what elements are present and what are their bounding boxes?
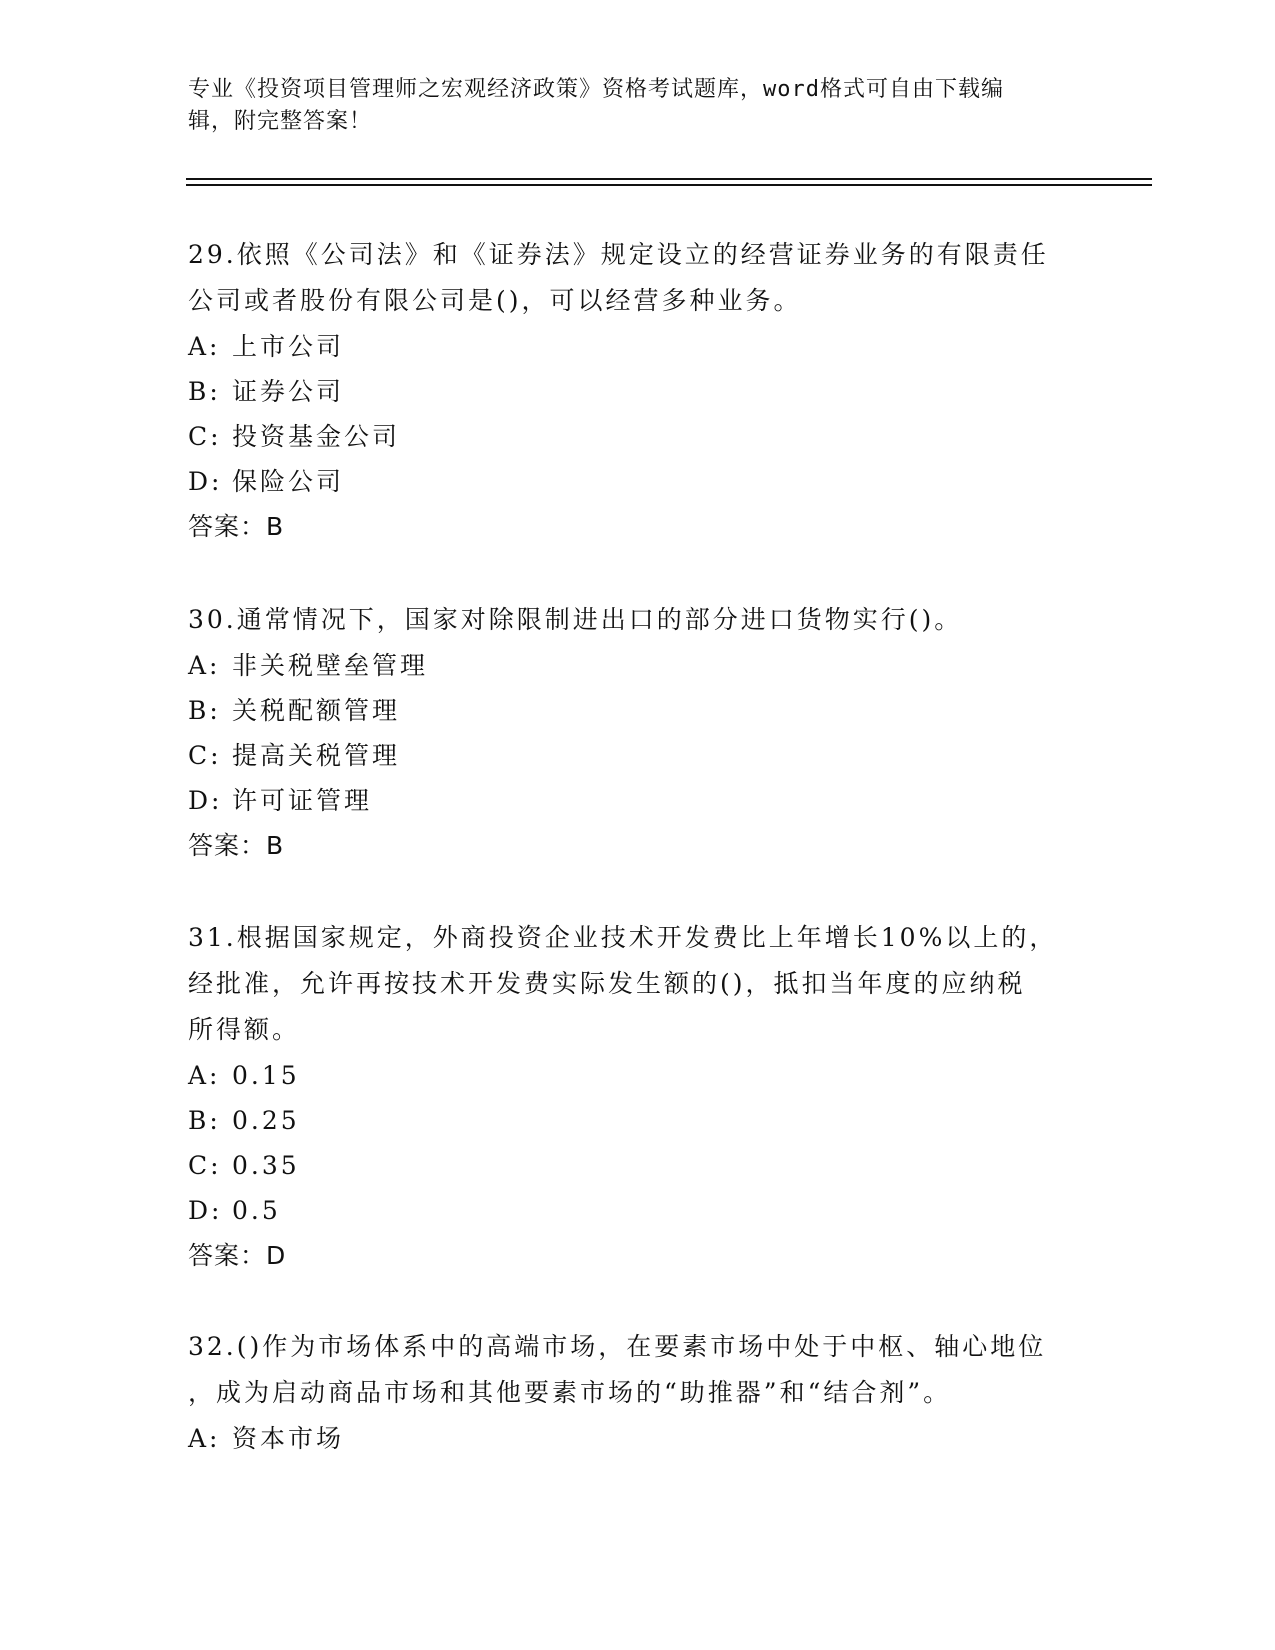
- option-letter: A:: [188, 332, 221, 361]
- question-stem-line: 经批准，允许再按技术开发费实际发生额的()，抵扣当年度的应纳税: [188, 969, 1026, 998]
- question-30: [188, 597, 1088, 869]
- option-letter: B:: [188, 696, 221, 725]
- header-line-2: 辑，附完整答案！: [188, 109, 373, 134]
- option-a: [188, 1416, 1088, 1461]
- option-text: 提高关税管理: [232, 741, 401, 770]
- option-c: [188, 1143, 1088, 1188]
- header-line-1: 专业《投资项目管理师之宏观经济政策》资格考试题库，word格式可自由下载编: [188, 77, 1004, 102]
- header-divider-bottom: [186, 184, 1152, 186]
- option-letter: D:: [188, 1196, 223, 1225]
- option-text: 证券公司: [232, 377, 345, 406]
- question-stem-line: ，成为启动商品市场和其他要素市场的“助推器”和“结合剂”。: [188, 1378, 952, 1407]
- option-text: 0.35: [232, 1151, 300, 1180]
- option-letter: B:: [188, 1106, 221, 1135]
- option-text: 0.15: [232, 1061, 300, 1090]
- header-divider-top: [186, 178, 1152, 180]
- option-a: [188, 1053, 1088, 1098]
- option-d: [188, 459, 1088, 504]
- option-text: 保险公司: [232, 467, 345, 496]
- option-d: [188, 1188, 1088, 1233]
- option-d: [188, 778, 1088, 823]
- question-29: [188, 232, 1088, 550]
- question-stem-line: 32.()作为市场体系中的高端市场，在要素市场中处于中枢、轴心地位: [188, 1332, 1047, 1361]
- option-letter: D:: [188, 467, 223, 496]
- answer-line: 答案：B: [188, 831, 285, 860]
- option-letter: D:: [188, 786, 223, 815]
- question-stem-line: 公司或者股份有限公司是()，可以经营多种业务。: [188, 286, 802, 315]
- option-letter: C:: [188, 1151, 222, 1180]
- option-b: [188, 688, 1088, 733]
- option-letter: C:: [188, 741, 222, 770]
- option-text: 关税配额管理: [232, 696, 401, 725]
- option-b: [188, 369, 1088, 414]
- question-32: [188, 1324, 1088, 1461]
- option-text: 资本市场: [232, 1424, 345, 1453]
- answer-line: 答案：B: [188, 512, 285, 541]
- option-c: [188, 414, 1088, 459]
- option-text: 许可证管理: [232, 786, 373, 815]
- question-stem-line: 29.依照《公司法》和《证券法》规定设立的经营证券业务的有限责任: [188, 240, 1049, 269]
- option-letter: A:: [188, 651, 221, 680]
- option-text: 投资基金公司: [232, 422, 401, 451]
- option-letter: C:: [188, 422, 222, 451]
- option-b: [188, 1098, 1088, 1143]
- option-text: 上市公司: [232, 332, 345, 361]
- answer-line: 答案：D: [188, 1241, 287, 1270]
- option-text: 0.25: [232, 1106, 300, 1135]
- option-text: 非关税壁垒管理: [232, 651, 429, 680]
- option-letter: A:: [188, 1061, 221, 1090]
- question-stem-line: 所得额。: [188, 1015, 301, 1044]
- document-header: [188, 74, 1068, 138]
- option-c: [188, 733, 1088, 778]
- question-31: [188, 915, 1088, 1279]
- option-a: [188, 643, 1088, 688]
- option-text: 0.5: [232, 1196, 281, 1225]
- option-a: [188, 324, 1088, 369]
- question-stem-line: 30.通常情况下，国家对除限制进出口的部分进口货物实行()。: [188, 605, 963, 634]
- option-letter: A:: [188, 1424, 221, 1453]
- option-letter: B:: [188, 377, 221, 406]
- question-stem-line: 31.根据国家规定，外商投资企业技术开发费比上年增长10%以上的，: [188, 923, 1058, 952]
